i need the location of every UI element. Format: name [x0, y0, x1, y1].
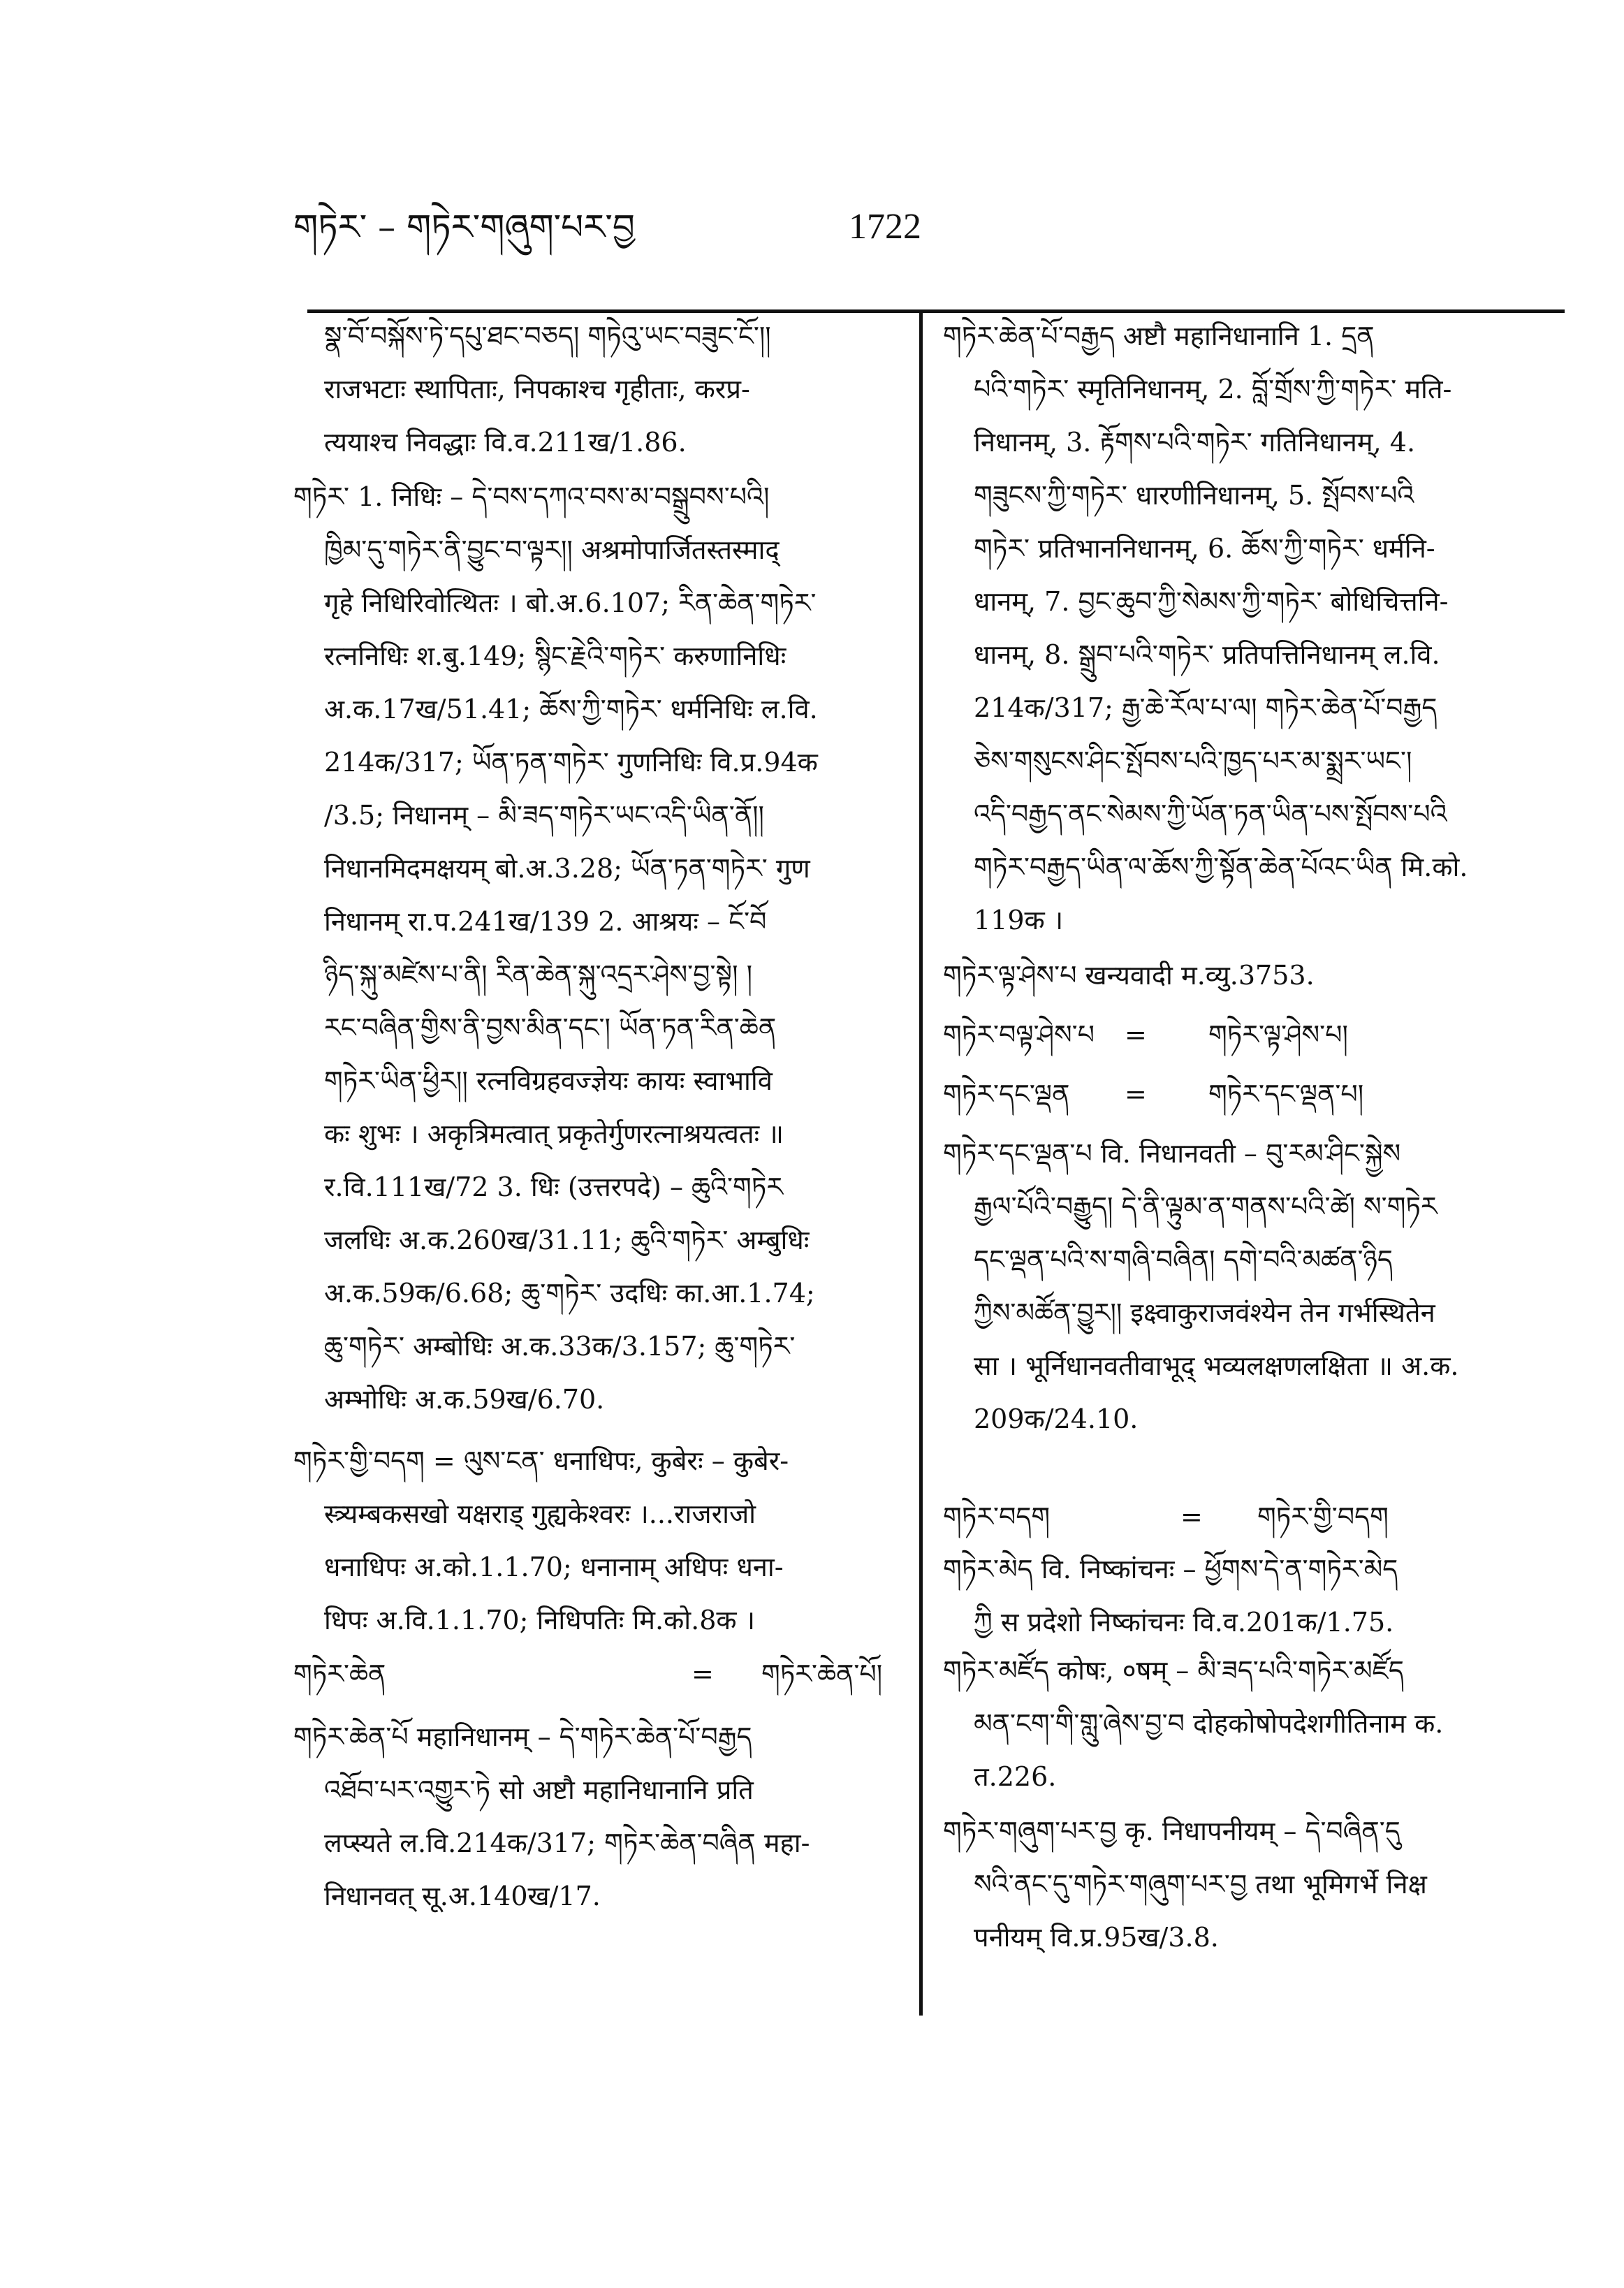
dictionary-entry [943, 1644, 1572, 1803]
entry-line: अम्भोधिः अ.क.59ख/6.70. [324, 1384, 605, 1415]
entry-line: མན་ངག་གི་གླུ་ཞེས་བྱ་བ दोहकोषोपदेशगीतिनाम क. [974, 1708, 1444, 1739]
entry-line: अ.क.17ख/51.41; ཆོས་ཀྱི་གཏེར་ धर्मनिधिः ल.वि. [324, 694, 818, 724]
cross-reference-target: གཏེར་གྱི་བདག [1257, 1501, 1389, 1532]
equals-sign: = [1125, 1019, 1147, 1050]
entry-line: निधानम्, 3. རྟོགས་པའི་གཏེར་ गतिनिधानम्, 4. [974, 427, 1416, 458]
entry-line: དང་ལྡན་པའི་ས་གཞི་བཞིན། དགེ་བའི་མཚན་ཉིད [974, 1244, 1393, 1275]
entry-line: निधानमिदमक्षयम् बो.अ.3.28; ཡོན་ཏན་གཏེར་ गुण [324, 853, 810, 884]
entry-line: འཐོབ་པར་འགྱུར་ཏེ सो अष्टौ महानिधानानि प्रति [324, 1775, 754, 1805]
cross-reference-target: གཏེར་དང་ལྡན་པ། [1208, 1079, 1364, 1109]
dictionary-entry [943, 309, 1572, 947]
entry-line: པའི་གཏེར་ स्मृतिनिधानम्, 2. བློ་གྲོས་ཀྱི་གཏེར་ मति- [974, 374, 1452, 405]
entry-headline: གཏེར་མེད वि. निष्कांचनः – ཕྱོགས་དེ་ན་གཏེར་མེད [943, 1554, 1398, 1584]
entry-headline: གཏེར་ལྟ་ཤེས་པ खन्यवादी म.व्यु.3753. [943, 960, 1315, 991]
entry-line: गृहे निधिरिवोत्थितः । बो.अ.6.107; རིན་ཆེན་གཏེར་ [324, 588, 817, 618]
entry-line: འདི་བརྒྱད་ནང་སེམས་ཀྱི་ཡོན་ཏན་ཡིན་པས་སྤོབས་པའི [974, 799, 1447, 829]
cross-reference-target: གཏེར་ལྟ་ཤེས་པ། [1208, 1019, 1348, 1050]
page-number: 1722 [849, 207, 921, 247]
entry-line: སའི་ནང་དུ་གཏེར་གཞུག་པར་བྱ तथा भूमिगर्भे निक्ष [974, 1869, 1427, 1900]
entry-line: རང་བཞིན་གྱིས་ནི་བྱས་མིན་དང་། ཡོན་ཏན་རིན་ཆེན [324, 1012, 777, 1043]
entry-line: གཏེར་ཡིན་ཕྱིར།། रत्नविग्रहवज्ज्ञेयः कायः स्वाभावि [324, 1065, 773, 1096]
dictionary-entry [943, 1805, 1572, 1964]
dictionary-entry [293, 1710, 908, 1923]
entry-headline: གཏེར་གྱི་བདག = ལུས་ངན་ धनाधिपः, कुबेरः – कुबेर- [293, 1445, 789, 1476]
entry-line: रत्ननिधिः श.बु.149; སྙིང་རྗེའི་གཏེར་ करुणानिधिः [324, 641, 787, 671]
cross-reference-headword: གཏེར་བདག [943, 1501, 1051, 1532]
entry-line: पनीयम् वि.प्र.95ख/3.8. [974, 1922, 1219, 1953]
entry-line: निधानम् रा.प.241ख/139 2. आश्रयः – ངོ་བོ [324, 906, 767, 937]
equals-sign: = [1125, 1079, 1147, 1109]
cross-reference-headword: གཏེར་བལྟ་ཤེས་པ [943, 1019, 1095, 1050]
entry-headline: གཏེར་ཆེན་པོ महानिधानम् – དེ་གཏེར་ཆེན་པོ་བརྒྱད [293, 1721, 752, 1752]
entry-line: राजभटाः स्थापिताः, निपकाश्च गृहीताः, करप्र- [324, 374, 750, 405]
entry-headline: གཏེར་ 1. निधिः – དེ་བས་དཀའ་བས་མ་བསྒྲུབས་པའི། [293, 481, 770, 512]
entry-headline: གཏེར་གཞུག་པར་བྱ कृ. निधापनीयम् – དེ་བཞིན་དུ [943, 1816, 1400, 1846]
entry-line: निधानवत् सू.अ.140ख/17. [324, 1881, 601, 1911]
entry-line: 209क/24.10. [974, 1404, 1139, 1434]
entry-line: གཟུངས་ཀྱི་གཏེར་ धारणीनिधानम्, 5. སྤོབས་པའི [974, 480, 1414, 511]
dictionary-entry [943, 1543, 1572, 1649]
entry-headline: གཏེར་ཆེན་པོ་བརྒྱད अष्टौ महानिधानानि 1. དྲན [943, 321, 1375, 351]
column-divider [919, 311, 923, 2016]
dictionary-entry [293, 470, 908, 1426]
entry-line: /3.5; निधानम् – མི་ཟད་གཏེར་ཡང་འདི་ཡིན་ནོ།། [324, 800, 764, 831]
entry-line: 119क । [974, 905, 1064, 935]
equals-sign: = [1180, 1501, 1203, 1532]
entry-headline: གཏེར་དང་ལྡན་པ वि. निधानवती – བུ་རམ་ཤིང་སྐྱེས [943, 1138, 1401, 1169]
entry-line: र.वि.111ख/72 3. धिः (उत्तरपदे) – ཆུའི་གཏེར [324, 1172, 784, 1202]
entry-line: 214क/317; རྒྱ་ཆེ་རོལ་པ་ལ། གཏེར་ཆེན་པོ་བརྒྱད [974, 692, 1438, 723]
entry-line: རྒྱལ་པོའི་བརྒྱུད། དེ་ནི་ལྟུམ་ན་གནས་པའི་ཚེ། ས་གཏེར [974, 1191, 1438, 1222]
entry-line: अ.क.59क/6.68; ཆུ་གཏེར་ उदधिः का.आ.1.74; [324, 1278, 815, 1309]
entry-line: धिपः अ.वि.1.1.70; निधिपतिः मि.को.8क । [324, 1605, 756, 1635]
entry-line: कः शुभः । अकृत्रिमत्वात् प्रकृतेर्गुणरत्नाश्रयत्वतः ॥ [324, 1119, 784, 1149]
running-head: གཏེར་ – གཏེར་གཞུག་པར་བྱ [293, 207, 635, 247]
entry-line: स्त्र्यम्बकसखो यक्षराड् गुह्यकेश्वरः ।...राजराजो [324, 1499, 756, 1529]
entry-line: धानम्, 8. སྒྲུབ་པའི་གཏེར་ प्रतिपत्तिनिधानम् ल.वि. [974, 639, 1440, 670]
entry-line: धानम्, 7. བྱང་ཆུབ་ཀྱི་སེམས་ཀྱི་གཏེར་ बोधिचित्तनि- [974, 586, 1449, 617]
cross-reference-headword: གཏེར་ཆེན [293, 1659, 386, 1689]
dictionary-entry [293, 309, 908, 469]
entry-headline: སྣ་བོ་བསྐོས་ཏེ་དཔུ་ཐང་བཅད། གཏེའུ་ཡང་བཟུང་ངོ་།། [324, 321, 771, 351]
entry-line: सा । भूर्निधानवतीवाभूद् भव्यलक्षणलक्षिता ॥ अ.क. [974, 1350, 1459, 1381]
entry-line: ཀྱིས་མཚོན་བྱུར།། इक्ष्वाकुराजवंश्येन तेन गर्भस्थितेन [974, 1297, 1435, 1328]
entry-line: གཏེར་བརྒྱད་ཡིན་ལ་ཆོས་ཀྱི་སྟོན་ཆེན་པོའང་ཡིན मि.को. [974, 852, 1468, 882]
dictionary-entry [293, 1434, 908, 1647]
dictionary-entry [943, 949, 1572, 1002]
entry-line: त्ययाश्च निवद्धाः वि.व.211ख/1.86. [324, 427, 687, 458]
entry-line: ཅེས་གསུངས་ཤིང་སྤོབས་པའི་ཁྱད་པར་མ་སྨྲར་ཡང་། [974, 745, 1412, 776]
cross-reference-target: གཏེར་ཆེན་པོ། [761, 1659, 883, 1689]
entry-line: लप्स्यते ल.वि.214क/317; གཏེར་ཆེན་བཞིན महा- [324, 1828, 810, 1858]
entry-line: ཉིད་སྐུ་མཛེས་པ་ནི། རིན་ཆེན་སྐུ་འདྲར་ཤེས་བྱ་སྟེ། ། [324, 959, 753, 990]
dictionary-entry [943, 1127, 1572, 1445]
entry-line: धनाधिपः अ.को.1.1.70; धनानाम् अधिपः धना- [324, 1552, 784, 1582]
cross-reference-headword: གཏེར་དང་ལྡན [943, 1079, 1070, 1109]
entry-line: གཏེར་ प्रतिभाननिधानम्, 6. ཆོས་ཀྱི་གཏེར་ धर्मनि- [974, 533, 1435, 564]
entry-line: 214क/317; ཡོན་ཏན་གཏེར་ गुणनिधिः वि.प्र.94क [324, 747, 818, 778]
equals-sign: = [692, 1659, 714, 1689]
entry-line: ཀྱི स प्रदेशो निष्कांचनः वि.व.201क/1.75. [974, 1607, 1394, 1638]
entry-line: त.226. [974, 1761, 1057, 1792]
entry-line: जलधिः अ.क.260ख/31.11; ཆུའི་གཏེར་ अम्बुधिः [324, 1225, 810, 1255]
entry-line: ཆུ་གཏེར་ अम्बोधिः अ.क.33क/3.157; ཆུ་གཏེར་ [324, 1331, 796, 1362]
entry-line: ཁྱིམ་དུ་གཏེར་ནི་བྱུང་བ་ལྟར།། अश्रमोपार्जितस्तस्माद् [324, 534, 780, 565]
entry-headline: གཏེར་མཛོད कोषः, ०षम् – མི་ཟད་པའི་གཏེར་མཛོད [943, 1655, 1404, 1686]
